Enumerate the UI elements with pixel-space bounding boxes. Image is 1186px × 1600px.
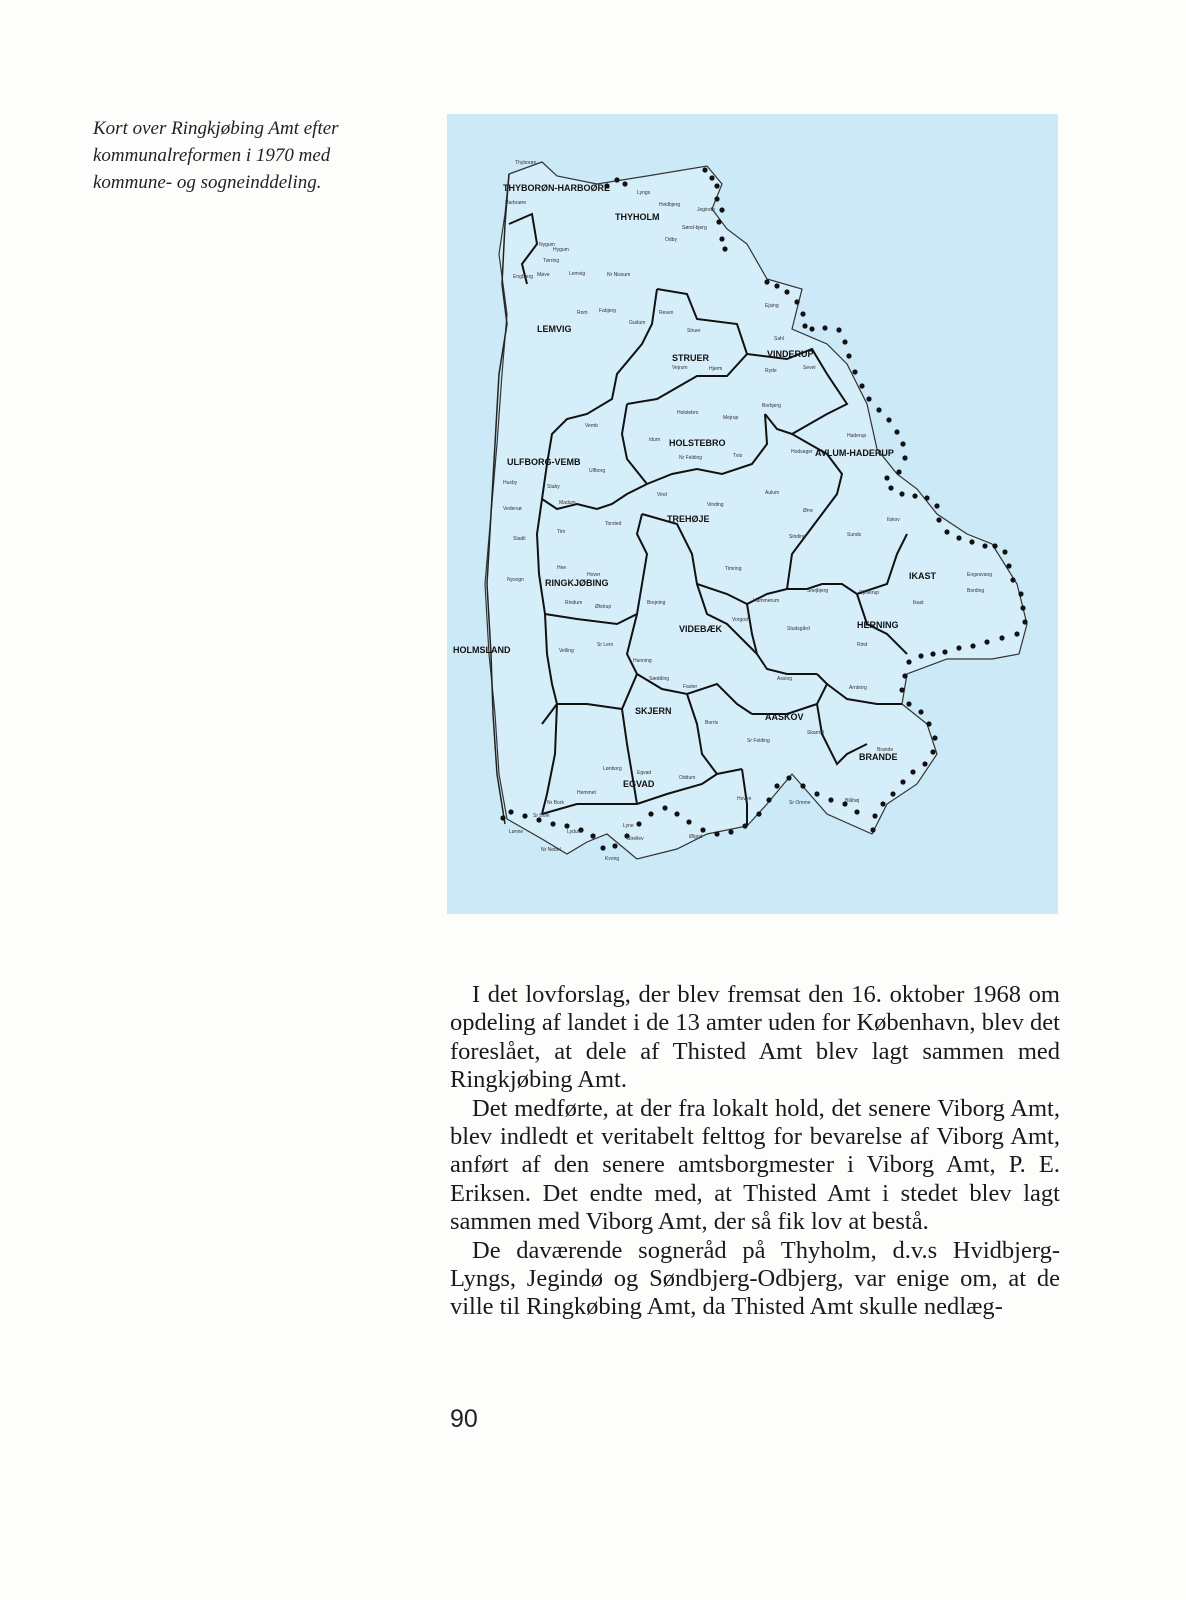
parish-label: Studsgård (787, 626, 810, 632)
parish-label: Sr Bork (533, 813, 550, 819)
parish-label: Faster (683, 684, 698, 690)
parish-label: Stadil (513, 536, 526, 542)
parish-label: Ikast (913, 600, 924, 606)
label-holmsland: HOLMSLAND (453, 645, 511, 655)
parish-label: Strellev (627, 836, 644, 842)
parish-label: Ørre (803, 508, 813, 514)
map-figure (447, 114, 1058, 914)
parish-label: Kvong (605, 856, 620, 862)
parish-label: Fabjerg (599, 308, 616, 314)
caption-line-2: kommunalreformen i 1970 med (93, 145, 331, 166)
parish-label: Sønd-bjerg (682, 225, 707, 231)
parish-label: Engbjerg (513, 274, 534, 280)
caption-line-1: Kort over Ringkjøbing Amt efter (93, 118, 339, 139)
parish-label: Torsted (605, 521, 622, 527)
parish-label: Vorgod (732, 617, 748, 623)
parish-label: Møve (537, 272, 550, 278)
parish-label: Sr Omme (789, 800, 811, 806)
parish-label: Hemmet (577, 790, 596, 796)
parish-label: Ølgod (689, 834, 703, 840)
parish-label: Skarrild (807, 730, 824, 736)
parish-label: Vind (657, 492, 667, 498)
parish-label: Ilskov (887, 517, 900, 523)
parish-label: Sevel (803, 365, 816, 371)
parish-label: Ryde (765, 368, 777, 374)
parish-label: Snejbjerg (807, 588, 829, 594)
label-trehoje: TREHØJE (667, 514, 710, 524)
label-holstebro: HOLSTEBRO (669, 438, 726, 448)
parish-label: Nr Bork (547, 800, 564, 806)
label-videbaek: VIDEBÆK (679, 624, 723, 634)
parish-label: Gjellerup (859, 590, 880, 596)
parish-label: Egvad (637, 770, 652, 776)
parish-label: Sædding (649, 676, 670, 682)
parish-label: Sr Felding (747, 738, 770, 744)
parish-label: Gudum (629, 320, 646, 326)
parish-label: Rom (577, 310, 588, 316)
label-ulfborg-vemb: ULFBORG-VEMB (507, 457, 581, 467)
parish-label: Vejrum (672, 365, 688, 371)
parish-label: Struer (687, 328, 701, 334)
parish-label: Husby (503, 480, 518, 486)
parish-label: Nysogn (507, 577, 524, 583)
parish-label: Vemb (585, 423, 598, 429)
parish-label: Nr Felding (679, 455, 703, 461)
parish-label: Timring (725, 566, 742, 572)
parish-label: Resen (659, 310, 674, 316)
label-struer: STRUER (672, 353, 710, 363)
parish-label: Harboøre (505, 200, 527, 206)
parish-label: Sr Lem (597, 642, 614, 648)
parish-label: Hammerum (753, 598, 780, 604)
parish-label: Assing (777, 676, 793, 682)
parish-label: Lønne (509, 829, 524, 835)
parish-label: Brande (877, 747, 894, 753)
parish-label: Nygum (539, 242, 555, 248)
parish-label: Nr Nissum (607, 272, 631, 278)
parish-label: Sahl (774, 336, 785, 342)
caption-line-3: kommune- og sogneinddeling. (93, 172, 322, 193)
parish-label: Arnborg (849, 685, 867, 691)
parish-label: Lyne (623, 823, 634, 829)
label-thyholm: THYHOLM (615, 212, 660, 222)
parish-label: Hee (557, 565, 567, 571)
parish-label: Madum (559, 500, 576, 506)
parish-label: Lydum (567, 829, 582, 835)
parish-label: Borbjerg (762, 403, 781, 409)
figure-caption (93, 115, 393, 196)
parish-label: Staby (547, 484, 560, 490)
label-herning: HERNING (857, 620, 899, 630)
parish-label: Borris (705, 720, 719, 726)
parish-label: Nr Nebel (541, 847, 561, 853)
parish-label: Brejning (647, 600, 666, 606)
label-ringkjobing: RINGKJØBING (545, 578, 609, 588)
label-ikast: IKAST (909, 571, 936, 581)
parish-label: Bording (967, 588, 985, 594)
parish-label: Hover (587, 572, 601, 578)
page-number: 90 (450, 1405, 478, 1433)
label-vinderup: VINDERUP (767, 349, 814, 359)
parish-label: Jegindø (697, 207, 715, 213)
parish-label: Holstebro (677, 410, 699, 416)
parish-label: Aulum (765, 490, 780, 496)
parish-label: Blåhøj (845, 798, 860, 804)
parish-label: Vinding (707, 502, 724, 508)
parish-label: Ølstrup (595, 604, 612, 610)
parish-label: Thyborøn (515, 160, 537, 166)
parish-label: Vedersø (503, 506, 522, 512)
parish-label: Haderup (847, 433, 867, 439)
parish-label: Lønborg (603, 766, 622, 772)
parish-label: Ejsing (765, 303, 779, 309)
label-skjern: SKJERN (635, 706, 672, 716)
parish-label: Ulfborg (589, 468, 606, 474)
ringkjobing-amt-map (447, 114, 1058, 914)
label-thyboron-harbore: THYBORØN-HARBOØRE (503, 183, 610, 193)
label-avlum-haderup: AVLUM-HADERUP (815, 448, 894, 458)
paragraph-3: De daværende sogneråd på Thyholm, d.v.s Hvidbjerg-Lyngs, Jegindø og Søndbjerg-Odbjerg, var enige om, at de ville til Ringkøbing Amt, da Thisted Amt skulle nedlæg- (450, 1236, 1060, 1321)
parish-label: Lemvig (569, 271, 586, 277)
parish-label: Hvidbjerg (659, 202, 681, 208)
parish-label: Hoven (737, 796, 752, 802)
parish-label: Sunds (847, 532, 862, 538)
paragraph-2: Det medførte, at der fra lokalt hold, det senere Viborg Amt, blev indledt et veritabelt felttog for bevarelse af Viborg Amt, anført af den senere amtsborgmester i Viborg Amt, P. E. Eriksen. Det endte med, at Thisted Amt i stedet blev lagt sammen med Viborg Amt, der så fik lov at bestå. (450, 1094, 1060, 1236)
parish-label: Oddum (679, 775, 696, 781)
parish-label: Tvis (733, 453, 743, 459)
parish-label: Velling (559, 648, 574, 654)
parish-label: Engesvang (967, 572, 993, 578)
parish-label: Mejrup (723, 415, 739, 421)
label-aaskov: AASKOV (765, 712, 804, 722)
parish-label: Hygum (553, 247, 569, 253)
parish-label: Tørring (543, 258, 560, 264)
county-land (485, 162, 1027, 859)
parish-label: Hjerm (709, 366, 723, 372)
body-text (450, 981, 1060, 1322)
parish-label: Odby (665, 237, 677, 243)
label-lemvig: LEMVIG (537, 324, 572, 334)
parish-label: Hanning (633, 658, 652, 664)
parish-label: Tim (557, 529, 566, 535)
parish-label: Idum (649, 437, 661, 443)
label-egvad: EGVAD (623, 779, 655, 789)
parish-label: Sinding (789, 534, 806, 540)
parish-label: Lyngs (637, 190, 651, 196)
parish-label: Hodsager (791, 449, 813, 455)
paragraph-1: I det lovforslag, der blev fremsat den 16. oktober 1968 om opdeling af landet i de 13 amter uden for København, blev det foreslået, at dele af Thisted Amt blev lagt sammen med Ringkjøbing Amt. (450, 981, 1060, 1094)
label-brande: BRANDE (859, 752, 898, 762)
parish-label: Rind (857, 642, 868, 648)
parish-label: Rindum (565, 600, 583, 606)
